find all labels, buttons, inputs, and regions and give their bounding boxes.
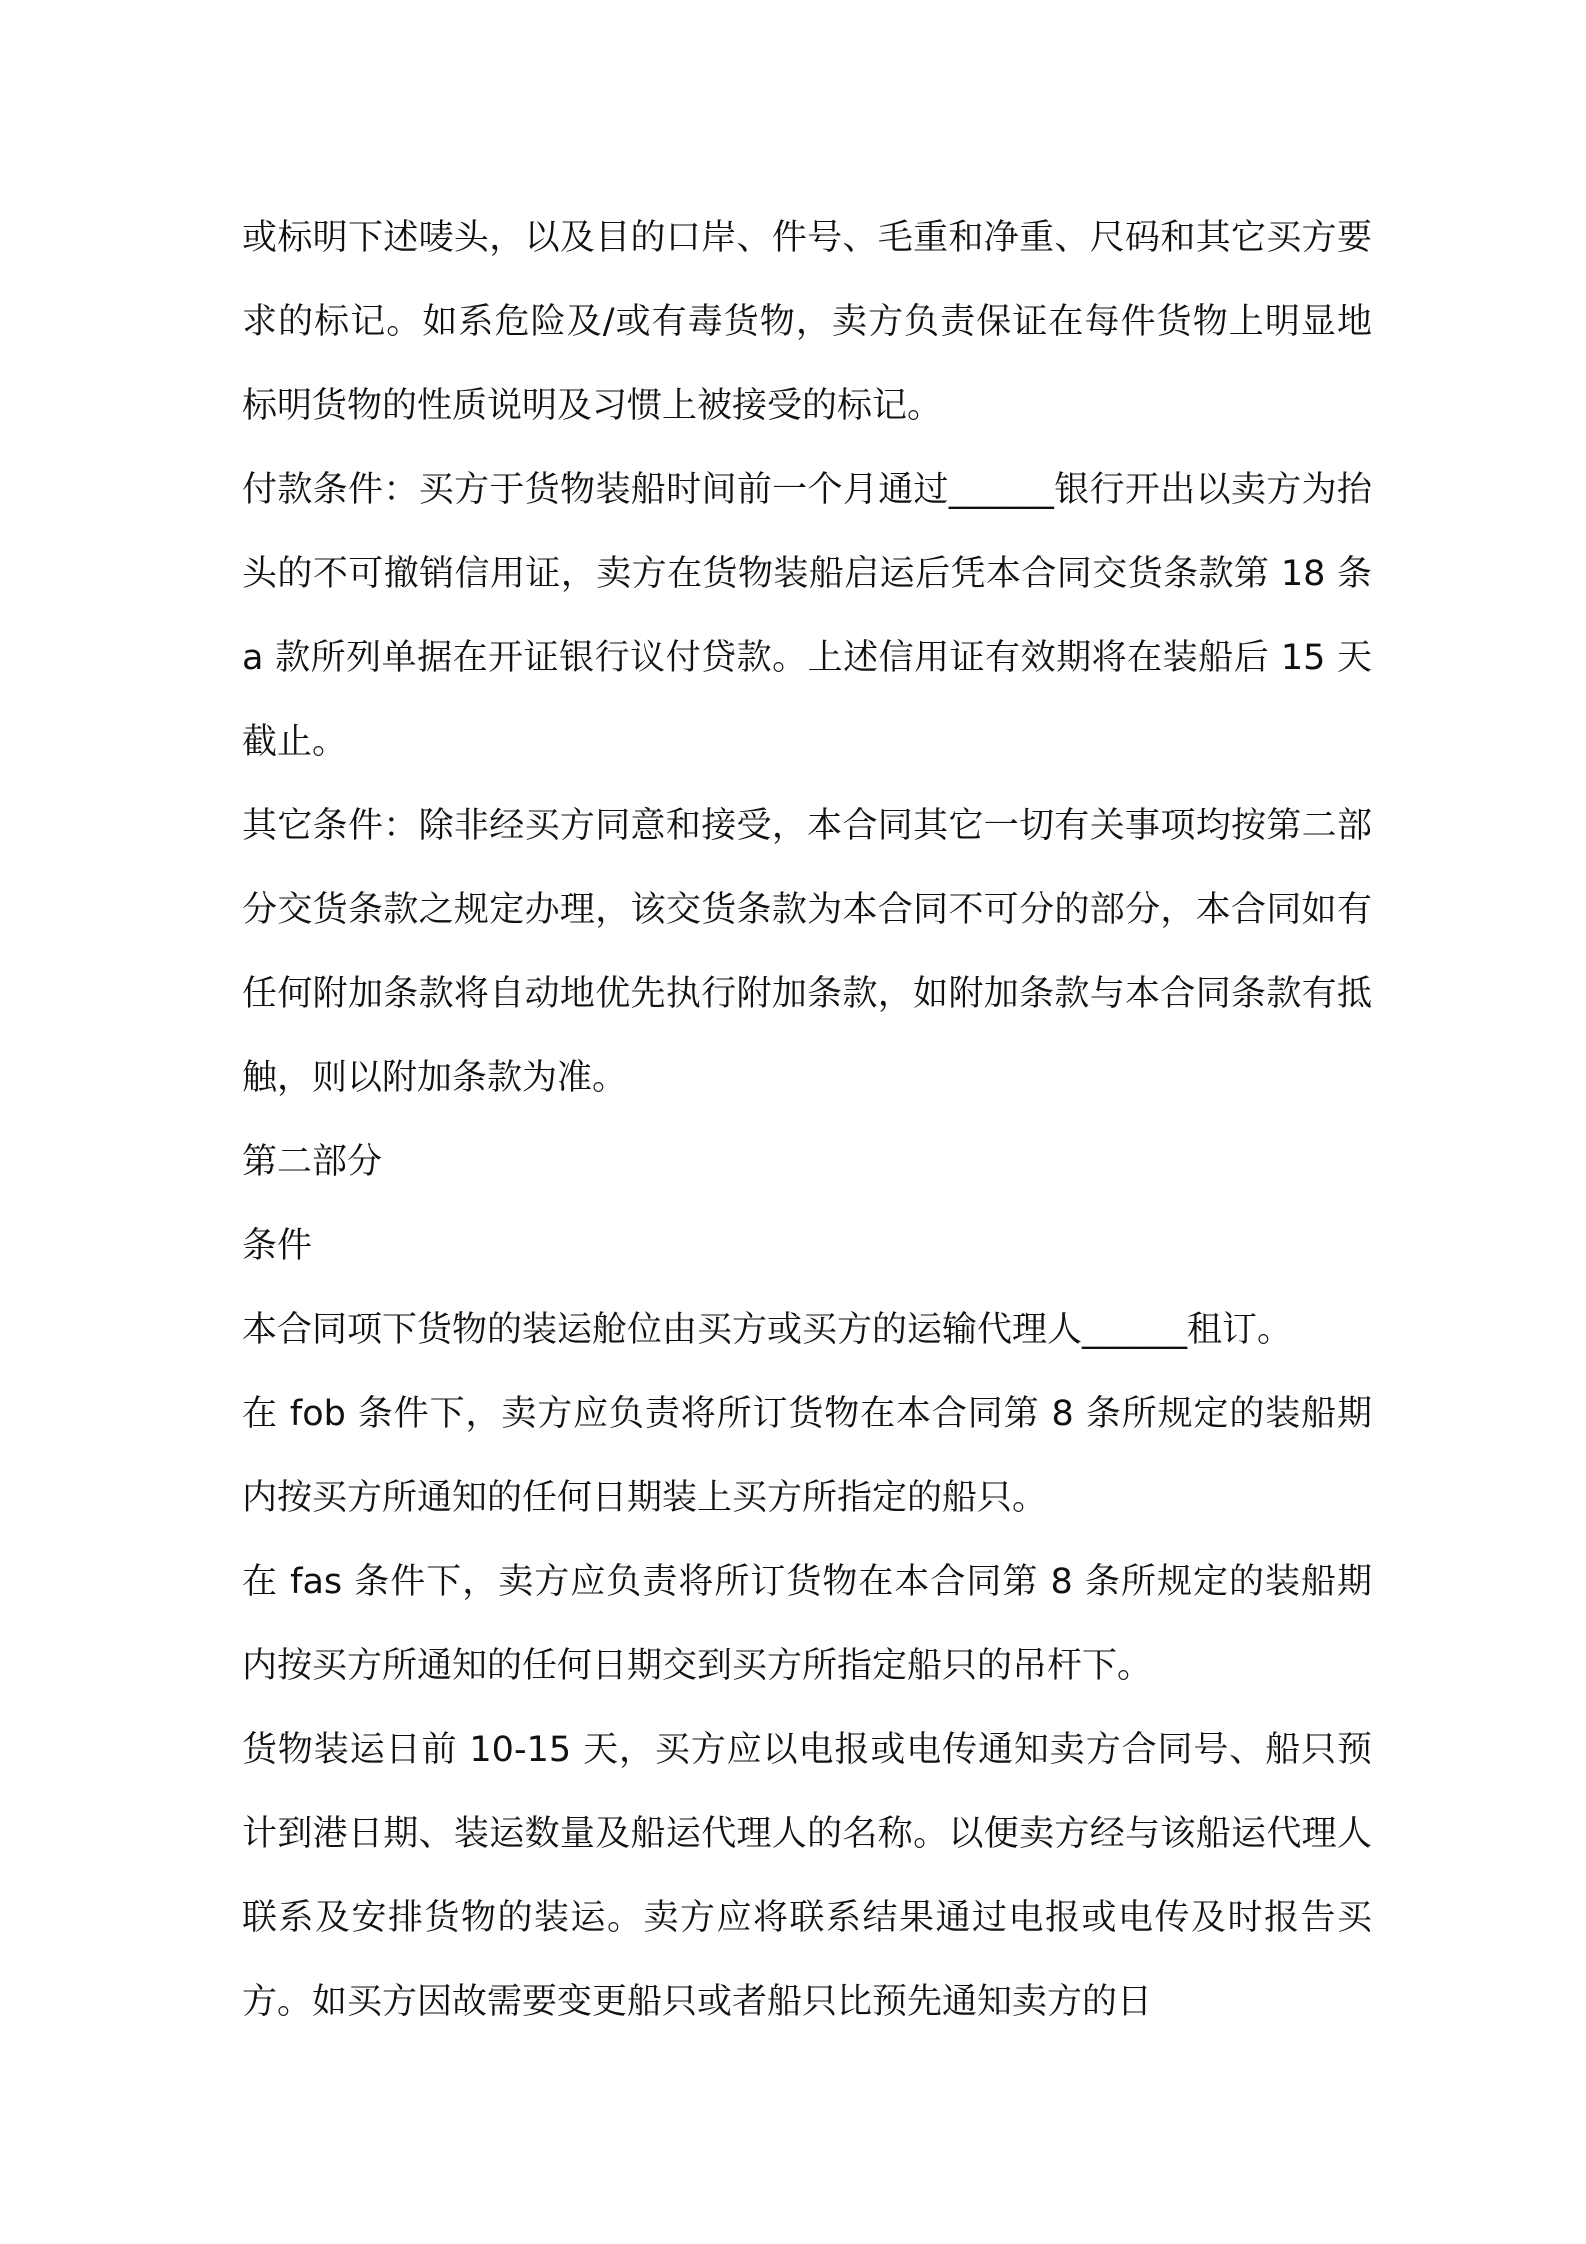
paragraph-fas-terms: 在 fas 条件下，卖方应负责将所订货物在本合同第 8 条所规定的装船期内按买方所通知的任何日期交到买方所指定船只的吊杆下。 [242, 1562, 1372, 1686]
paragraph-shipping-space: 本合同项下货物的装运舱位由买方或买方的运输代理人______租订。 [242, 1310, 1293, 1350]
paragraph-fob-terms: 在 fob 条件下，卖方应负责将所订货物在本合同第 8 条所规定的装船期内按买方所通知的任何日期装上买方所指定的船只。 [242, 1394, 1372, 1518]
section-subheading-terms: 条件 [242, 1226, 313, 1266]
paragraph-shipment-notice: 货物装运日前 10-15 天，买方应以电报或电传通知卖方合同号、船只预计到港日期、装运数量及船运代理人的名称。以便卖方经与该船运代理人联系及安排货物的装运。卖方应将联系结果通过电报或电传及时报告买方。如买方因故需要变更船只或者船只比预先通知卖方的日 [242, 1730, 1372, 2022]
document-body [242, 196, 1372, 2044]
paragraph-payment-terms: 付款条件：买方于货物装船时间前一个月通过______银行开出以卖方为抬头的不可撤销信用证，卖方在货物装船启运后凭本合同交货条款第 18 条 a 款所列单据在开证银行议付贷款。上述信用证有效期将在装船后 15 天截止。 [242, 470, 1372, 762]
section-heading-part-two: 第二部分 [242, 1142, 383, 1182]
paragraph-other-terms: 其它条件：除非经买方同意和接受，本合同其它一切有关事项均按第二部分交货条款之规定办理，该交货条款为本合同不可分的部分，本合同如有任何附加条款将自动地优先执行附加条款，如附加条款与本合同条款有抵触，则以附加条款为准。 [242, 806, 1372, 1098]
paragraph-marking: 或标明下述唛头，以及目的口岸、件号、毛重和净重、尺码和其它买方要求的标记。如系危险及/或有毒货物，卖方负责保证在每件货物上明显地标明货物的性质说明及习惯上被接受的标记。 [242, 218, 1372, 426]
